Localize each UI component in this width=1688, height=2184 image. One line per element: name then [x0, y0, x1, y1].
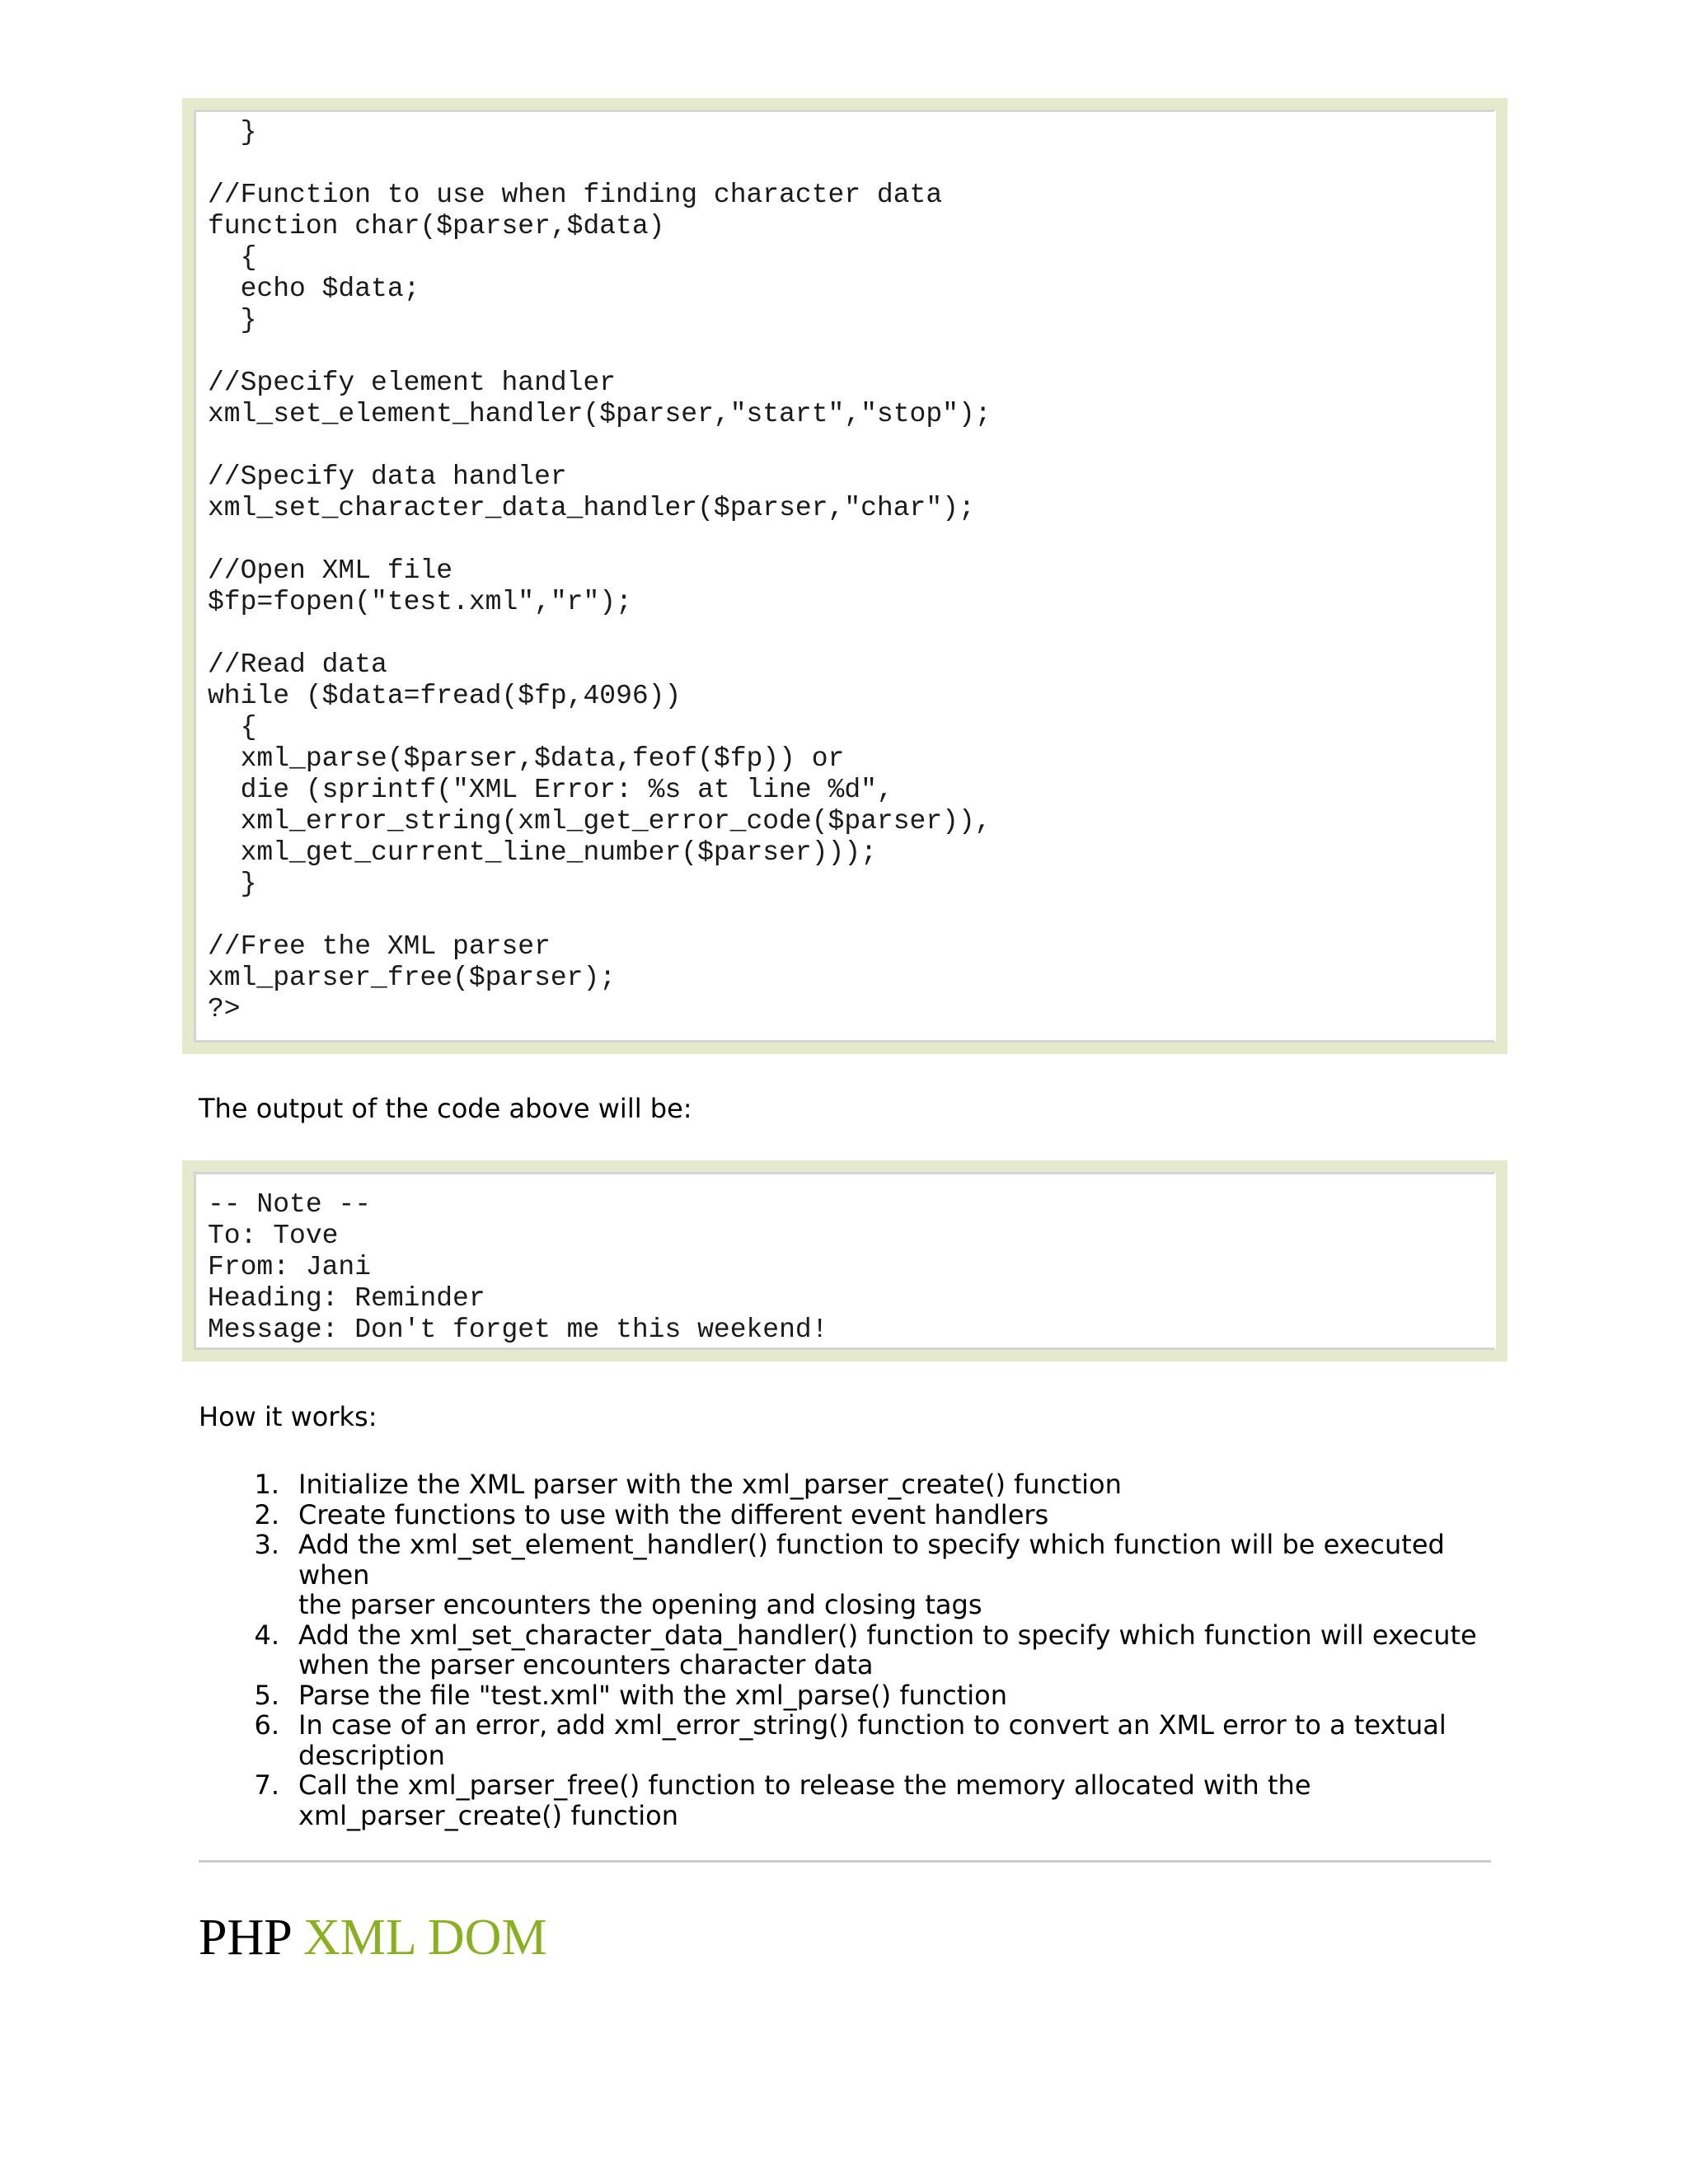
list-item	[199, 1469, 1517, 1500]
list-item	[199, 1500, 1517, 1530]
output-line: -- Note --	[208, 1189, 372, 1220]
step-number: 3.	[254, 1529, 279, 1560]
step-text-line: Parse the file "test.xml" with the xml_parse() function	[298, 1679, 1008, 1711]
how-it-works-title: How it works:	[199, 1401, 377, 1432]
step-number: 2.	[254, 1498, 279, 1530]
code-line: while ($data=fread($fp,4096))	[208, 681, 682, 711]
output-line: Message: Don't forget me this weekend!	[208, 1315, 828, 1345]
code-line: //Specify data handler	[208, 462, 567, 492]
code-line: $fp=fopen("test.xml","r");	[208, 587, 632, 617]
code-line: xml_error_string(xml_get_error_code($parser)),	[208, 806, 992, 837]
code-line	[208, 430, 1493, 462]
code-line: xml_parse($parser,$data,feof($fp)) or	[208, 743, 845, 774]
code-line: xml_set_character_data_handler($parser,"char");	[208, 493, 975, 523]
steps-list	[199, 1469, 1517, 1830]
output-line: From: Jani	[208, 1252, 372, 1282]
code-line: xml_get_current_line_number($parser)));	[208, 837, 877, 868]
step-number: 6.	[254, 1709, 279, 1741]
step-number: 4.	[254, 1619, 279, 1651]
code-line: //Free the XML parser	[208, 931, 551, 962]
step-text-line: description	[298, 1739, 445, 1771]
output-line: Heading: Reminder	[208, 1283, 485, 1314]
step-text-line: Call the xml_parser_free() function to release the memory allocated with the	[298, 1769, 1311, 1801]
code-line: }	[208, 869, 257, 899]
code-example-content	[194, 110, 1496, 1043]
code-line: {	[208, 242, 257, 273]
code-line	[208, 148, 1493, 180]
code-line: ?>	[208, 994, 241, 1024]
step-text-line: Create functions to use with the different event handlers	[298, 1498, 1049, 1530]
output-example-box	[182, 1160, 1507, 1361]
step-text-line: Add the xml_set_element_handler() function to specify which function will be executed when	[298, 1529, 1445, 1591]
heading-accent: XML DOM	[302, 1910, 547, 1966]
code-example-box	[182, 98, 1507, 1054]
code-line: }	[208, 305, 257, 335]
section-divider	[199, 1860, 1491, 1863]
step-number: 5.	[254, 1679, 279, 1711]
step-text-line: In case of an error, add xml_error_string() function to convert an XML error to a textual	[298, 1709, 1447, 1741]
code-line: die (sprintf("XML Error: %s at line %d",	[208, 775, 893, 805]
code-line: {	[208, 712, 257, 743]
code-line	[208, 524, 1493, 555]
list-item	[199, 1530, 1517, 1620]
code-line: }	[208, 117, 257, 148]
code-line: //Read data	[208, 649, 387, 680]
step-text-line: when the parser encounters character data	[298, 1649, 874, 1680]
step-text-line: xml_parser_create() function	[298, 1799, 679, 1831]
output-line: To: Tove	[208, 1221, 339, 1251]
heading-prefix: PHP	[199, 1910, 291, 1966]
code-line: function char($parser,$data)	[208, 211, 665, 241]
code-line	[208, 900, 1493, 931]
code-line: xml_parser_free($parser);	[208, 963, 617, 993]
list-item	[199, 1710, 1517, 1770]
output-intro-text: The output of the code above will be:	[199, 1093, 692, 1124]
list-item	[199, 1620, 1517, 1680]
code-line: echo $data;	[208, 274, 420, 304]
code-line	[208, 336, 1493, 368]
step-text-line: the parser encounters the opening and closing tags	[298, 1589, 982, 1620]
step-number: 7.	[254, 1769, 279, 1801]
step-number: 1.	[254, 1469, 279, 1500]
code-line: //Open XML file	[208, 555, 453, 586]
list-item	[199, 1680, 1517, 1711]
code-line: xml_set_element_handler($parser,"start","stop");	[208, 399, 992, 429]
step-text-line: Add the xml_set_character_data_handler() function to specify which function will execute	[298, 1619, 1477, 1651]
output-example-content	[194, 1172, 1496, 1350]
step-text-line: Initialize the XML parser with the xml_parser_create() function	[298, 1469, 1122, 1500]
code-line: //Function to use when finding character data	[208, 180, 943, 210]
section-heading	[199, 1908, 547, 1967]
code-line	[208, 618, 1493, 649]
code-line: //Specify element handler	[208, 368, 617, 398]
list-item	[199, 1770, 1517, 1830]
